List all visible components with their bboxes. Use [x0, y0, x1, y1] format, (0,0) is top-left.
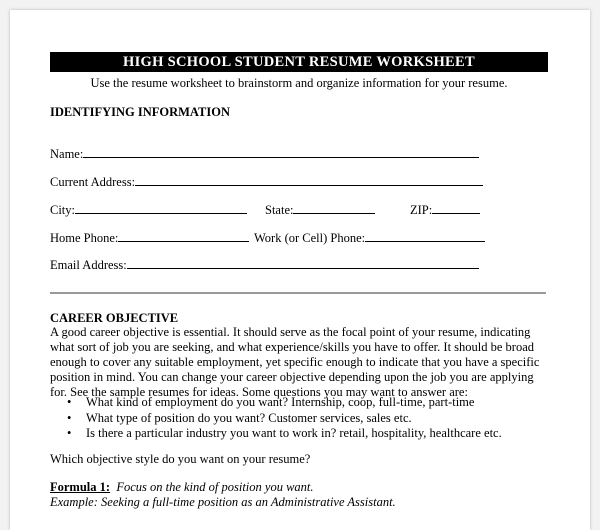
- list-item: [50, 395, 550, 411]
- name-blank[interactable]: [83, 147, 479, 158]
- work-phone-field[interactable]: [254, 231, 485, 246]
- home-phone-label: Home Phone:: [50, 231, 119, 245]
- city-blank[interactable]: [75, 203, 247, 214]
- bullet-icon: •: [67, 426, 72, 440]
- worksheet-subtitle: Use the resume worksheet to brainstorm and organize information for your resume.: [90, 76, 508, 90]
- email-blank[interactable]: [127, 258, 479, 269]
- bullet-icon: •: [67, 410, 72, 425]
- home-phone-blank[interactable]: [118, 231, 249, 242]
- formula-label: Formula 1:: [50, 480, 111, 494]
- zip-label: ZIP:: [410, 203, 433, 217]
- bullet-icon: •: [67, 395, 72, 409]
- formula-text: Focus on the kind of position you want.: [116, 480, 314, 494]
- address-blank[interactable]: [135, 175, 483, 186]
- address-field[interactable]: [50, 175, 483, 190]
- list-item: [50, 426, 550, 442]
- city-field[interactable]: [50, 203, 247, 218]
- list-item: [50, 411, 550, 427]
- zip-blank[interactable]: [432, 203, 480, 214]
- work-phone-label: Work (or Cell) Phone:: [254, 231, 366, 245]
- list-item-text: What type of position do you want? Customer services, sales etc.: [86, 410, 412, 425]
- formula-block: [50, 480, 396, 510]
- question-list: [50, 395, 550, 442]
- work-phone-blank[interactable]: [365, 231, 485, 242]
- example-text: Example: Seeking a full-time position as an Administrative Assistant.: [50, 495, 396, 509]
- state-field[interactable]: [265, 203, 375, 218]
- zip-field[interactable]: [410, 203, 480, 218]
- identifying-heading: IDENTIFYING INFORMATION: [50, 105, 230, 119]
- section-divider: [50, 292, 546, 294]
- name-label: Name:: [50, 147, 84, 161]
- list-item-text: Is there a particular industry you want to work in? retail, hospitality, healthcare etc.: [86, 426, 502, 440]
- example-line: [50, 495, 396, 510]
- objective-question: Which objective style do you want on your resume?: [50, 452, 311, 466]
- list-item-text: What kind of employment do you want? Internship, coop, full-time, part-time: [86, 395, 475, 409]
- state-label: State:: [265, 203, 294, 217]
- address-label: Current Address:: [50, 175, 136, 189]
- career-paragraph: [50, 325, 550, 400]
- formula-line: [50, 480, 396, 495]
- state-blank[interactable]: [293, 203, 375, 214]
- worksheet-title: HIGH SCHOOL STUDENT RESUME WORKSHEET: [50, 52, 548, 72]
- name-field[interactable]: [50, 147, 479, 162]
- city-label: City:: [50, 203, 76, 217]
- email-field[interactable]: [50, 258, 479, 273]
- home-phone-field[interactable]: [50, 231, 249, 246]
- email-label: Email Address:: [50, 258, 127, 272]
- career-heading: CAREER OBJECTIVE: [50, 311, 179, 325]
- career-paragraph-text: A good career objective is essential. It should serve as the focal point of your resume, indicating what sort of job you are seeking, and what experience/skills you have to offer. It should be broad enough to cover any suitable employment, yet specific enough to indicate that you have a specific position in mind. You can change your career objective depending upon the job you are applying for. See the sample resumes for ideas. Some questions you may want to answer are:: [50, 325, 540, 399]
